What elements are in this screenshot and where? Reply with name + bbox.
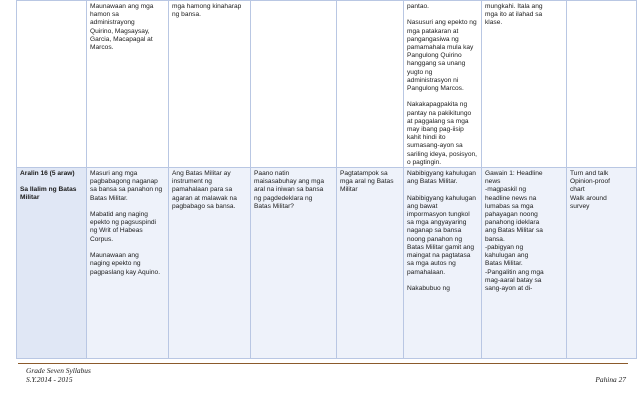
table-cell: Nabibigyang kahulugan ang Batas Militar. Nabibigyang kahulugan ang bawat impormasyon tungkol sa mga angyayaring naganap sa bansa noong panahon ng Batas Militar gamit ang maingat na pagtatasa sa mga autos ng pamahalaan. Nakabubuo ng <box>404 168 482 359</box>
table-cell: Turn and talk Opinion-proof chart Walk around survey <box>567 168 637 359</box>
table-cell: Ang Batas Militar ay instrument ng pamahalaan para sa agaran at malawak na pagbabago sa bansa. <box>169 168 251 359</box>
table-cell: Masuri ang mga pagbabagong naganap sa bansa sa panahon ng Batas Militar. Mabatid ang naging epekto ng pagsuspindi ng Writ of Habeas Corpus. Maunawaan ang naging epekto ng pagpaslang kay Aquino. <box>87 168 169 359</box>
table-cell <box>17 1 87 168</box>
table-cell: Pagtatampok sa mga aral ng Batas Militar <box>337 168 404 359</box>
table-row <box>17 1 637 168</box>
lesson-cell <box>17 168 87 359</box>
table-cell <box>337 1 404 168</box>
table-cell <box>567 1 637 168</box>
table-cell: pantao. Nasusuri ang epekto ng mga patakaran at pangangasiwa ng pamamahala mula kay Pangulong Quirino hanggang sa unang yugto ng administrasyon ni Pangulong Marcos. Nakakapagpakita ng pantay na pakikitungo at paggalang sa mga may ibang pag-iisip kahit hindi ito sumasang-ayon sa sariling ideya, posisyon, o pagtingin. <box>404 1 482 168</box>
lesson-subtitle: Sa Ilalim ng Batas Militar <box>20 186 77 202</box>
table-cell: Gawain 1: Headline news -magpaskil ng headline news na lumabas sa mga pahayagan noong panahong ideklara ang Batas Militar sa bansa. -pabigyan ng kahulugan ang Batas Militar. -Pangalitin ang mga mag-aaral batay sa sang-ayon at di- <box>482 168 567 359</box>
table-cell: Paano natin maisasabuhay ang mga aral na iniwan sa bansa ng pagdedeklara ng Batas Militar? <box>251 168 337 359</box>
footer-left <box>26 366 91 384</box>
table-cell: Maunawaan ang mga hamon sa administrayong Quirino, Magsaysay, Garcia, Macapagal at Marcos. <box>87 1 169 168</box>
table-row <box>17 168 637 359</box>
table-cell: mga hamong kinaharap ng bansa. <box>169 1 251 168</box>
table-cell: mungkahi. Itala ang mga ito at ilahad sa klase. <box>482 1 567 168</box>
footer-syllabus-title: Grade Seven Syllabus <box>26 366 91 375</box>
page-number: Pahina 27 <box>595 375 626 384</box>
table-cell <box>251 1 337 168</box>
lesson-title: Aralin 16 (5 araw) <box>20 170 75 178</box>
footer-school-year: S.Y.2014 - 2015 <box>26 375 73 384</box>
footer-divider <box>18 363 628 364</box>
syllabus-table <box>16 0 637 359</box>
